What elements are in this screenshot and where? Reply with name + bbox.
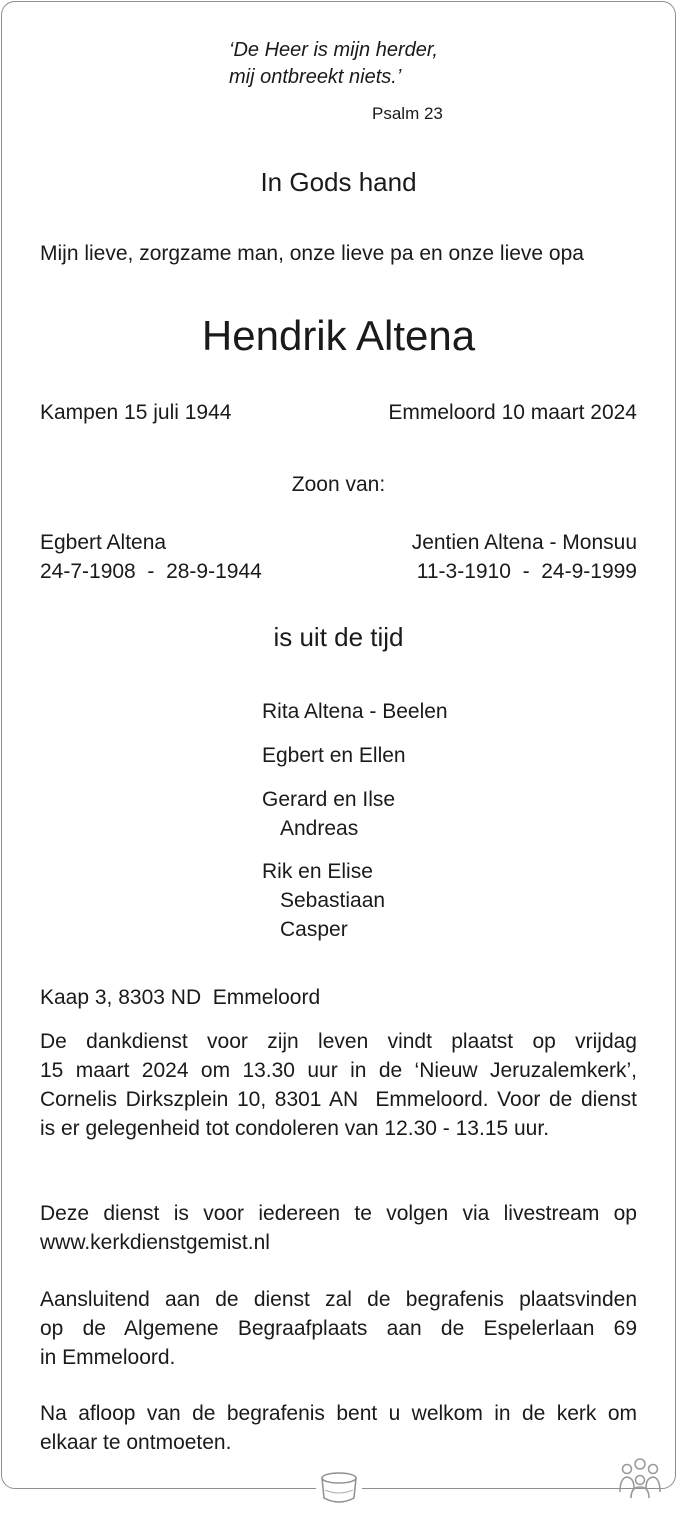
- after-paragraph: [40, 1399, 637, 1457]
- home-address: Kaap 3, 8303 ND Emmeloord: [40, 986, 321, 1009]
- quote-line-2: mij ontbreekt niets.’: [229, 66, 402, 88]
- livestream-url: www.kerkdienstgemist.nl: [40, 1231, 270, 1254]
- grandchild-sebastiaan: Sebastiaan: [280, 889, 386, 912]
- after-line-2: elkaar te ontmoeten.: [40, 1431, 232, 1454]
- livestream-paragraph: [40, 1199, 637, 1257]
- family-child-1: Egbert en Ellen: [262, 744, 406, 767]
- candle-icon: [316, 1468, 362, 1508]
- people-group-icon: [616, 1456, 664, 1500]
- quote-source: Psalm 23: [372, 104, 443, 123]
- family-spouse: Rita Altena - Beelen: [262, 700, 448, 723]
- family-child-3: [262, 857, 385, 944]
- family-child-2: [262, 785, 395, 843]
- burial-line-1: Aansluitend aan de dienst zal de begrafenis plaatsvinden: [40, 1288, 637, 1311]
- son-of-label: Zoon van:: [291, 473, 386, 496]
- death-place-date: Emmeloord 10 maart 2024: [388, 401, 637, 424]
- heading: In Gods hand: [260, 167, 417, 197]
- mother-name: Jentien Altena - Monsuu: [411, 531, 637, 554]
- burial-line-2: op de Algemene Begraafplaats aan de Espelerlaan 69: [40, 1317, 637, 1340]
- service-line-2: 15 maart 2024 om 13.30 uur in de ‘Nieuw Jeruzalemkerk’,: [40, 1059, 637, 1082]
- after-line-1: Na afloop van de begrafenis bent u welkom in de kerk om: [40, 1402, 637, 1425]
- child-2-names: Gerard en Ilse: [262, 788, 396, 811]
- passed-label: is uit de tijd: [273, 622, 404, 652]
- grandchild-andreas: Andreas: [280, 817, 359, 840]
- mother-dates: 11-3-1910 - 24-9-1999: [416, 560, 637, 583]
- bible-quote: [229, 37, 438, 91]
- father-name: Egbert Altena: [40, 531, 167, 554]
- father: [40, 528, 262, 586]
- burial-paragraph: [40, 1285, 637, 1372]
- livestream-line-1: Deze dienst is voor iedereen te volgen via livestream op: [40, 1202, 637, 1225]
- intro-text: Mijn lieve, zorgzame man, onze lieve pa en onze lieve opa: [40, 242, 584, 265]
- mother: [412, 528, 637, 586]
- father-dates: 24-7-1908 - 28-9-1944: [40, 560, 262, 583]
- child-3-names: Rik en Elise: [262, 860, 373, 883]
- grandchild-casper: Casper: [280, 918, 348, 941]
- service-line-3: Cornelis Dirkszplein 10, 8301 AN Emmeloord. Voor de dienst: [40, 1088, 637, 1111]
- service-paragraph: [40, 1027, 637, 1143]
- birth-place-date: Kampen 15 juli 1944: [40, 401, 232, 424]
- service-line-1: De dankdienst voor zijn leven vindt plaatst op vrijdag: [40, 1030, 637, 1053]
- deceased-name: Hendrik Altena: [201, 312, 476, 359]
- service-line-4: is er gelegenheid tot condoleren van 12.30 - 13.15 uur.: [40, 1117, 550, 1140]
- quote-line-1: ‘De Heer is mijn herder,: [229, 39, 438, 61]
- burial-line-3: in Emmeloord.: [40, 1346, 176, 1369]
